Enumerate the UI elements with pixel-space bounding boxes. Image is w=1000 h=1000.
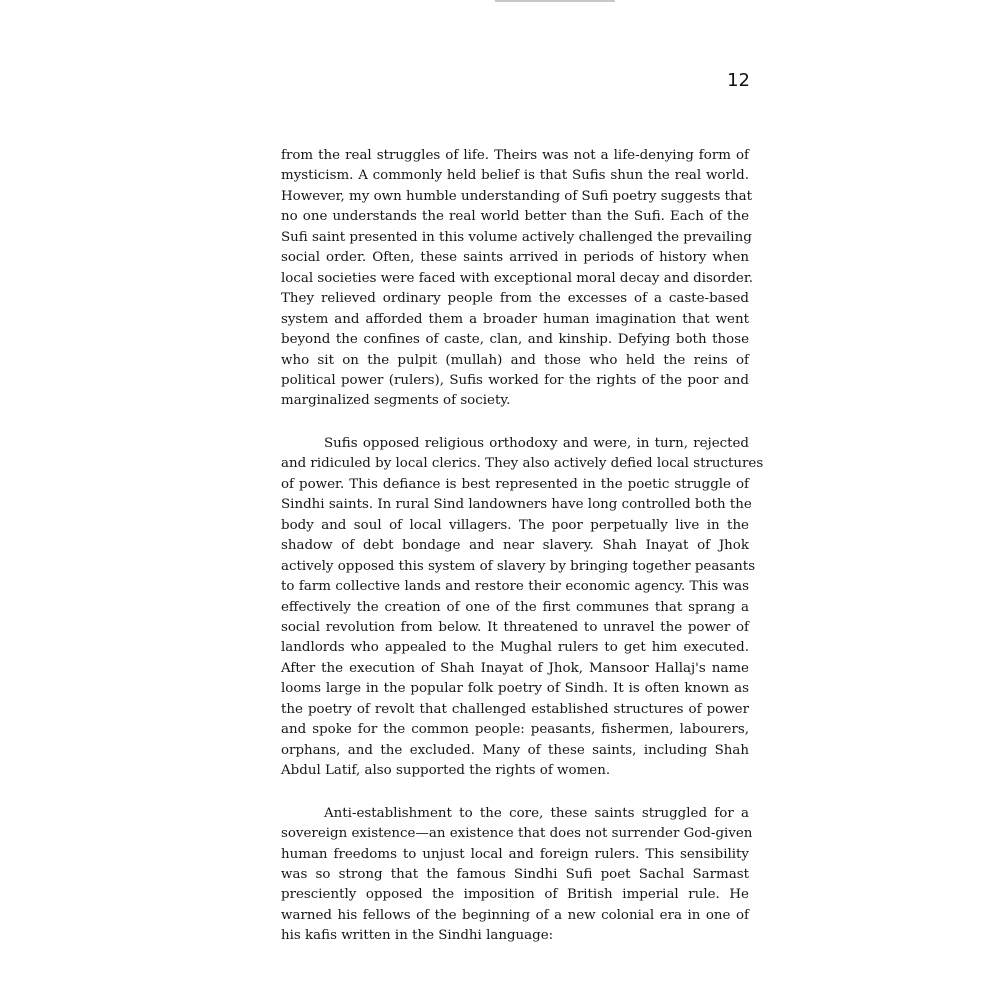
text-line: was so strong that the famous Sindhi Sufi poet Sachal Sarmast [281, 866, 749, 882]
text-line: presciently opposed the imposition of British imperial rule. He [281, 887, 749, 903]
text-line: who sit on the pulpit (mullah) and those who held the reins of [281, 352, 749, 368]
text-line: no one understands the real world better than the Sufi. Each of the [281, 209, 749, 225]
top-rule-divider [495, 0, 615, 2]
text-line: system and afforded them a broader human imagination that went [281, 311, 749, 327]
text-line: to farm collective lands and restore their economic agency. This was [281, 579, 749, 595]
text-line: local societies were faced with exceptional moral decay and disorder. [281, 270, 754, 286]
text-line: effectively the creation of one of the first communes that sprang a [281, 599, 749, 615]
text-line: and ridiculed by local clerics. They also actively defied local structures [281, 456, 764, 472]
text-line: orphans, and the excluded. Many of these saints, including Shah [281, 742, 749, 758]
text-line: They relieved ordinary people from the excesses of a caste-based [281, 291, 749, 307]
text-line: Sufis opposed religious orthodoxy and were, in turn, rejected [324, 435, 749, 451]
paragraph-3 [281, 804, 753, 947]
text-line: actively opposed this system of slavery by bringing together peasants [281, 558, 756, 574]
text-line: Abdul Latif, also supported the rights of women. [281, 763, 611, 779]
page-number: 12 [727, 70, 750, 91]
text-line: landlords who appealed to the Mughal rulers to get him executed. [281, 640, 749, 656]
text-line: Sindhi saints. In rural Sind landowners have long controlled both the [281, 497, 752, 513]
text-line: shadow of debt bondage and near slavery. Shah Inayat of Jhok [281, 538, 749, 554]
text-line: sovereign existence—an existence that does not surrender God-given [281, 826, 753, 842]
text-line: from the real struggles of life. Theirs was not a life-denying form of [281, 148, 749, 163]
text-line: Anti-establishment to the core, these saints struggled for a [324, 805, 749, 821]
text-line: social order. Often, these saints arrived in periods of history when [281, 250, 749, 266]
text-line: However, my own humble understanding of Sufi poetry suggests that [281, 188, 753, 204]
text-line: marginalized segments of society. [281, 393, 511, 409]
text-line: Sufi saint presented in this volume actively challenged the prevailing [281, 229, 752, 245]
text-line: of power. This defiance is best represented in the poetic struggle of [281, 476, 749, 492]
paragraph-2 [281, 434, 764, 782]
text-line: mysticism. A commonly held belief is that Sufis shun the real world. [281, 168, 749, 184]
text-line: social revolution from below. It threatened to unravel the power of [281, 619, 749, 635]
text-line: his kafis written in the Sindhi language: [281, 928, 554, 944]
text-line: body and soul of local villagers. The poor perpetually live in the [281, 517, 749, 533]
text-line: looms large in the popular folk poetry of Sindh. It is often known as [281, 681, 749, 697]
text-line: warned his fellows of the beginning of a new colonial era in one of [281, 907, 749, 923]
text-line: the poetry of revolt that challenged established structures of power [281, 701, 749, 717]
text-line: human freedoms to unjust local and foreign rulers. This sensibility [281, 846, 749, 862]
text-line: After the execution of Shah Inayat of Jhok, Mansoor Hallaj's name [281, 660, 749, 676]
paragraph-1 [281, 146, 754, 412]
text-line: beyond the confines of caste, clan, and kinship. Defying both those [281, 332, 749, 348]
body-text [281, 146, 764, 947]
text-line: and spoke for the common people: peasants, fishermen, labourers, [281, 722, 749, 738]
text-line: political power (rulers), Sufis worked for the rights of the poor and [281, 372, 749, 388]
